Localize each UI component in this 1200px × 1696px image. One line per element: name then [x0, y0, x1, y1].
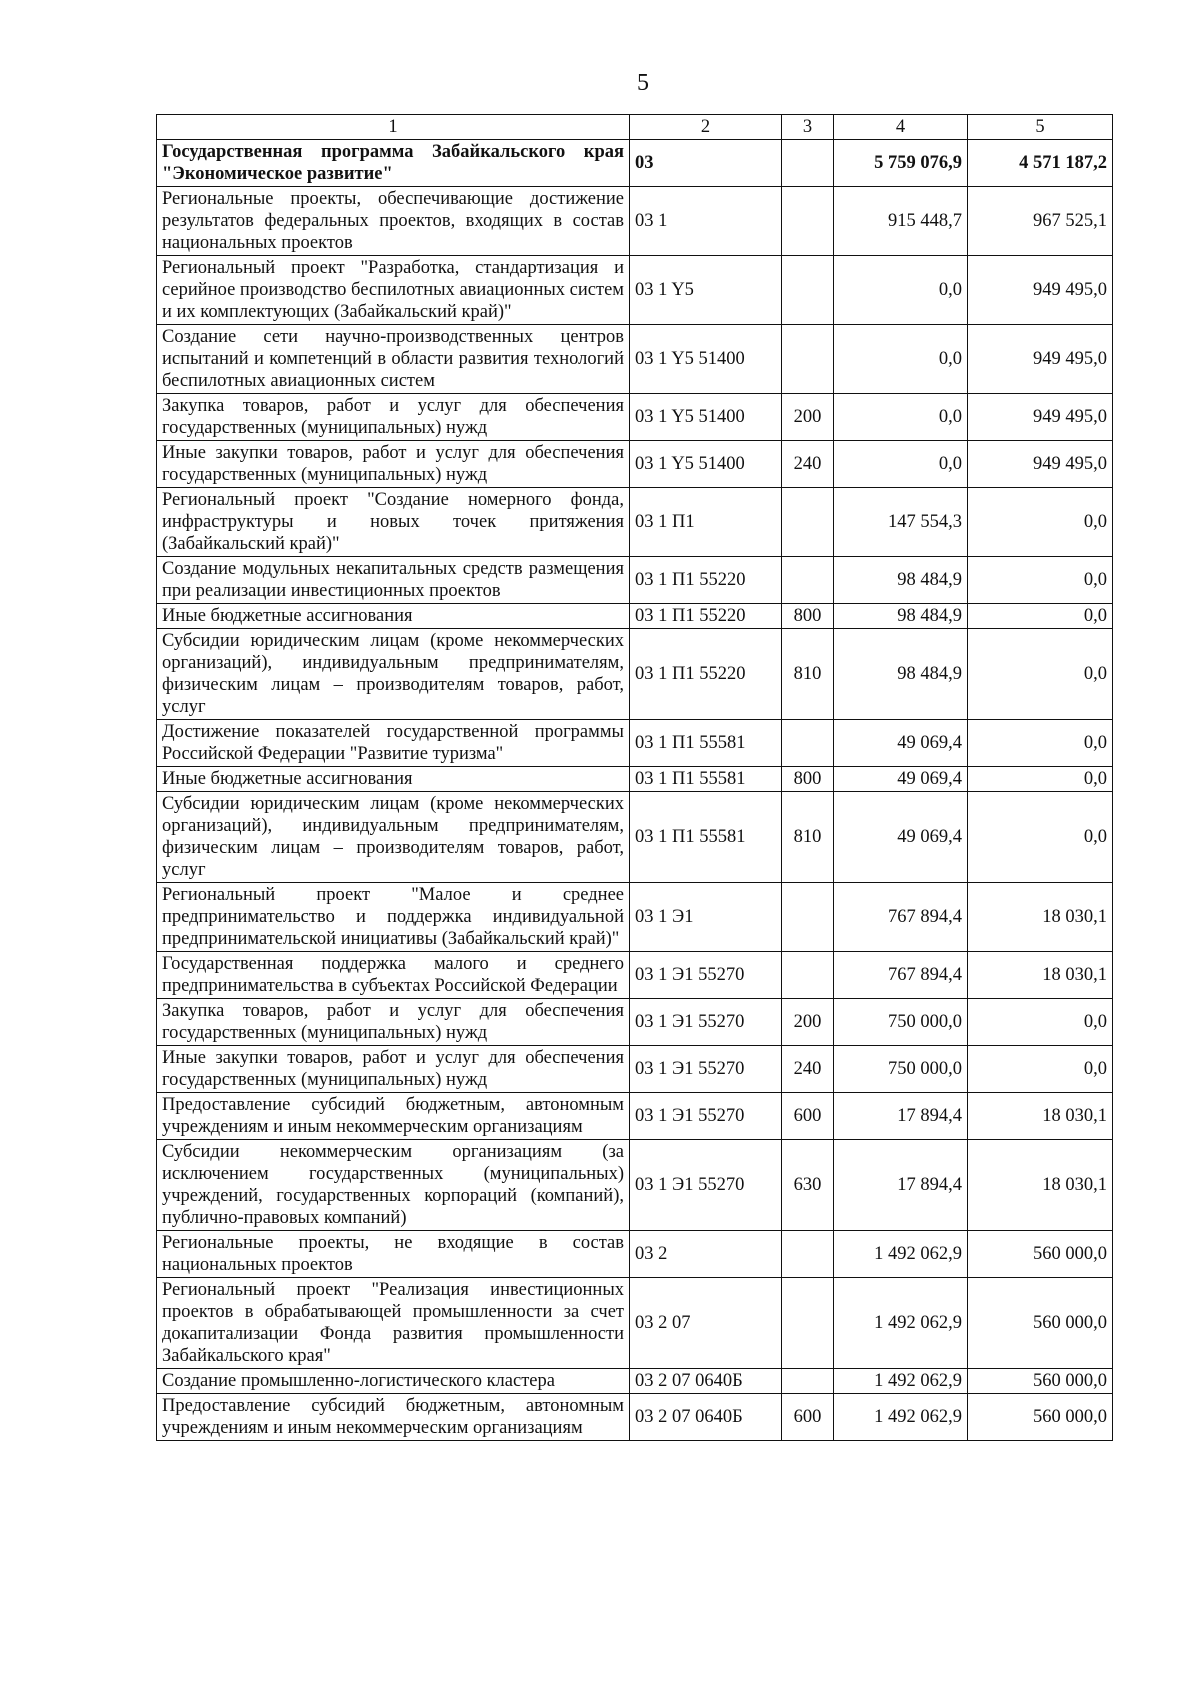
row-name-cell: Создание модульных некапитальных средств размещения при реализации инвестиционных проектов — [157, 557, 630, 604]
row-code-cell: 03 2 07 0640Б — [630, 1369, 782, 1394]
row-name-cell: Иные закупки товаров, работ и услуг для обеспечения государственных (муниципальных) нужд — [157, 441, 630, 488]
table-row — [157, 629, 1113, 720]
row-name-cell: Достижение показателей государственной программы Российской Федерации "Развитие туризма" — [157, 720, 630, 767]
row-name-cell: Государственная поддержка малого и среднего предпринимательства в субъектах Российской Федерации — [157, 952, 630, 999]
header-cell-5: 5 — [968, 115, 1113, 140]
row-value-5-cell: 0,0 — [968, 999, 1113, 1046]
header-cell-4: 4 — [834, 115, 968, 140]
row-value-4-cell: 98 484,9 — [834, 629, 968, 720]
row-value-5-cell: 949 495,0 — [968, 441, 1113, 488]
row-value-5-cell: 560 000,0 — [968, 1231, 1113, 1278]
row-value-5-cell: 0,0 — [968, 488, 1113, 557]
row-code-cell: 03 2 07 0640Б — [630, 1394, 782, 1441]
row-code-cell: 03 1 П1 55220 — [630, 629, 782, 720]
row-type-cell: 240 — [782, 441, 834, 488]
row-type-cell — [782, 325, 834, 394]
row-code-cell: 03 1 Y5 — [630, 256, 782, 325]
row-value-4-cell: 98 484,9 — [834, 557, 968, 604]
row-name-cell: Региональный проект "Малое и среднее предпринимательство и поддержка индивидуальной предпринимательской инициативы (Забайкальский край)" — [157, 883, 630, 952]
row-code-cell: 03 1 П1 55220 — [630, 557, 782, 604]
row-name-cell: Иные бюджетные ассигнования — [157, 604, 630, 629]
row-type-cell: 800 — [782, 767, 834, 792]
row-value-4-cell: 0,0 — [834, 325, 968, 394]
row-value-5-cell: 0,0 — [968, 720, 1113, 767]
row-code-cell: 03 — [630, 140, 782, 187]
row-value-5-cell: 560 000,0 — [968, 1394, 1113, 1441]
header-cell-1: 1 — [157, 115, 630, 140]
row-value-4-cell: 147 554,3 — [834, 488, 968, 557]
row-value-4-cell: 1 492 062,9 — [834, 1394, 968, 1441]
row-value-5-cell: 0,0 — [968, 767, 1113, 792]
row-value-5-cell: 0,0 — [968, 1046, 1113, 1093]
row-name-cell: Иные бюджетные ассигнования — [157, 767, 630, 792]
row-code-cell: 03 1 Э1 55270 — [630, 952, 782, 999]
table-row — [157, 767, 1113, 792]
table-row — [157, 256, 1113, 325]
table-row — [157, 394, 1113, 441]
row-value-4-cell: 915 448,7 — [834, 187, 968, 256]
row-value-5-cell: 0,0 — [968, 629, 1113, 720]
row-type-cell — [782, 720, 834, 767]
row-code-cell: 03 1 Э1 55270 — [630, 1046, 782, 1093]
row-code-cell: 03 1 П1 55581 — [630, 767, 782, 792]
table-row — [157, 140, 1113, 187]
row-code-cell: 03 1 Y5 51400 — [630, 394, 782, 441]
table-row — [157, 1394, 1113, 1441]
row-type-cell — [782, 952, 834, 999]
row-value-4-cell: 17 894,4 — [834, 1093, 968, 1140]
row-name-cell: Предоставление субсидий бюджетным, автономным учреждениям и иным некоммерческим организациям — [157, 1093, 630, 1140]
row-code-cell: 03 1 Э1 55270 — [630, 999, 782, 1046]
table-row — [157, 604, 1113, 629]
row-type-cell: 600 — [782, 1394, 834, 1441]
row-value-4-cell: 17 894,4 — [834, 1140, 968, 1231]
row-value-4-cell: 767 894,4 — [834, 952, 968, 999]
budget-table — [156, 114, 1113, 1441]
row-type-cell: 200 — [782, 999, 834, 1046]
row-type-cell — [782, 1278, 834, 1369]
row-value-5-cell: 18 030,1 — [968, 883, 1113, 952]
row-value-4-cell: 98 484,9 — [834, 604, 968, 629]
row-code-cell: 03 1 П1 55581 — [630, 792, 782, 883]
row-type-cell: 800 — [782, 604, 834, 629]
table-row — [157, 720, 1113, 767]
row-name-cell: Региональные проекты, обеспечивающие достижение результатов федеральных проектов, входящих в состав национальных проектов — [157, 187, 630, 256]
row-type-cell — [782, 883, 834, 952]
row-value-4-cell: 0,0 — [834, 394, 968, 441]
row-code-cell: 03 1 Э1 55270 — [630, 1093, 782, 1140]
row-name-cell: Предоставление субсидий бюджетным, автономным учреждениям и иным некоммерческим организациям — [157, 1394, 630, 1441]
table-row — [157, 1231, 1113, 1278]
table-row — [157, 488, 1113, 557]
row-value-5-cell: 949 495,0 — [968, 256, 1113, 325]
table-row — [157, 1278, 1113, 1369]
row-value-5-cell: 949 495,0 — [968, 325, 1113, 394]
row-value-4-cell: 1 492 062,9 — [834, 1369, 968, 1394]
table-row — [157, 441, 1113, 488]
row-value-4-cell: 767 894,4 — [834, 883, 968, 952]
header-cell-2: 2 — [630, 115, 782, 140]
row-code-cell: 03 1 Э1 55270 — [630, 1140, 782, 1231]
row-type-cell: 240 — [782, 1046, 834, 1093]
row-value-5-cell: 967 525,1 — [968, 187, 1113, 256]
table-body — [157, 115, 1113, 1441]
row-type-cell: 810 — [782, 629, 834, 720]
row-code-cell: 03 2 — [630, 1231, 782, 1278]
row-name-cell: Субсидии юридическим лицам (кроме некоммерческих организаций), индивидуальным предпринимателям, физическим лицам – производителям товаров, работ, услуг — [157, 629, 630, 720]
table-row — [157, 557, 1113, 604]
row-value-4-cell: 1 492 062,9 — [834, 1278, 968, 1369]
row-name-cell: Региональный проект "Разработка, стандартизация и серийное производство беспилотных авиационных систем и их комплектующих (Забайкальский край)" — [157, 256, 630, 325]
row-name-cell: Региональный проект "Создание номерного фонда, инфраструктуры и новых точек притяжения (Забайкальский край)" — [157, 488, 630, 557]
table-row — [157, 999, 1113, 1046]
table-row — [157, 792, 1113, 883]
row-type-cell — [782, 1369, 834, 1394]
row-value-4-cell: 49 069,4 — [834, 792, 968, 883]
row-code-cell: 03 1 — [630, 187, 782, 256]
row-value-5-cell: 0,0 — [968, 557, 1113, 604]
row-type-cell — [782, 1231, 834, 1278]
row-value-4-cell: 0,0 — [834, 256, 968, 325]
row-value-5-cell: 18 030,1 — [968, 1140, 1113, 1231]
table-row — [157, 1140, 1113, 1231]
row-value-4-cell: 1 492 062,9 — [834, 1231, 968, 1278]
row-value-4-cell: 49 069,4 — [834, 720, 968, 767]
row-value-4-cell: 5 759 076,9 — [834, 140, 968, 187]
row-value-5-cell: 0,0 — [968, 792, 1113, 883]
row-value-5-cell: 4 571 187,2 — [968, 140, 1113, 187]
header-row — [157, 115, 1113, 140]
row-type-cell — [782, 488, 834, 557]
row-code-cell: 03 2 07 — [630, 1278, 782, 1369]
table-row — [157, 883, 1113, 952]
row-name-cell: Закупка товаров, работ и услуг для обеспечения государственных (муниципальных) нужд — [157, 394, 630, 441]
table-row — [157, 1369, 1113, 1394]
row-value-4-cell: 750 000,0 — [834, 999, 968, 1046]
table-row — [157, 1093, 1113, 1140]
row-value-5-cell: 949 495,0 — [968, 394, 1113, 441]
row-name-cell: Создание промышленно-логистического кластера — [157, 1369, 630, 1394]
page-number: 5 — [637, 70, 649, 96]
table-row — [157, 325, 1113, 394]
row-value-5-cell: 0,0 — [968, 604, 1113, 629]
row-name-cell: Создание сети научно-производственных центров испытаний и компетенций в области развития технологий беспилотных авиационных систем — [157, 325, 630, 394]
row-type-cell — [782, 557, 834, 604]
row-name-cell: Закупка товаров, работ и услуг для обеспечения государственных (муниципальных) нужд — [157, 999, 630, 1046]
header-cell-3: 3 — [782, 115, 834, 140]
row-code-cell: 03 1 П1 — [630, 488, 782, 557]
row-value-4-cell: 750 000,0 — [834, 1046, 968, 1093]
row-type-cell — [782, 187, 834, 256]
row-type-cell: 630 — [782, 1140, 834, 1231]
row-type-cell — [782, 256, 834, 325]
row-type-cell — [782, 140, 834, 187]
row-code-cell: 03 1 П1 55220 — [630, 604, 782, 629]
row-name-cell: Субсидии некоммерческим организациям (за исключением государственных (муниципальных) учреждений, государственных корпораций (компаний), публично-правовых компаний) — [157, 1140, 630, 1231]
row-name-cell: Региональные проекты, не входящие в состав национальных проектов — [157, 1231, 630, 1278]
table-row — [157, 952, 1113, 999]
row-value-5-cell: 560 000,0 — [968, 1369, 1113, 1394]
row-name-cell: Государственная программа Забайкальского края "Экономическое развитие" — [157, 140, 630, 187]
row-type-cell: 810 — [782, 792, 834, 883]
row-code-cell: 03 1 Y5 51400 — [630, 441, 782, 488]
table-row — [157, 187, 1113, 256]
row-value-4-cell: 49 069,4 — [834, 767, 968, 792]
row-value-4-cell: 0,0 — [834, 441, 968, 488]
row-value-5-cell: 18 030,1 — [968, 1093, 1113, 1140]
row-name-cell: Региональный проект "Реализация инвестиционных проектов в обрабатывающей промышленности за счет докапитализации Фонда развития промышленности Забайкальского края" — [157, 1278, 630, 1369]
row-name-cell: Иные закупки товаров, работ и услуг для обеспечения государственных (муниципальных) нужд — [157, 1046, 630, 1093]
row-name-cell: Субсидии юридическим лицам (кроме некоммерческих организаций), индивидуальным предпринимателям, физическим лицам – производителям товаров, работ, услуг — [157, 792, 630, 883]
row-type-cell: 600 — [782, 1093, 834, 1140]
row-value-5-cell: 560 000,0 — [968, 1278, 1113, 1369]
row-code-cell: 03 1 Y5 51400 — [630, 325, 782, 394]
row-value-5-cell: 18 030,1 — [968, 952, 1113, 999]
table-row — [157, 1046, 1113, 1093]
row-code-cell: 03 1 П1 55581 — [630, 720, 782, 767]
row-type-cell: 200 — [782, 394, 834, 441]
row-code-cell: 03 1 Э1 — [630, 883, 782, 952]
